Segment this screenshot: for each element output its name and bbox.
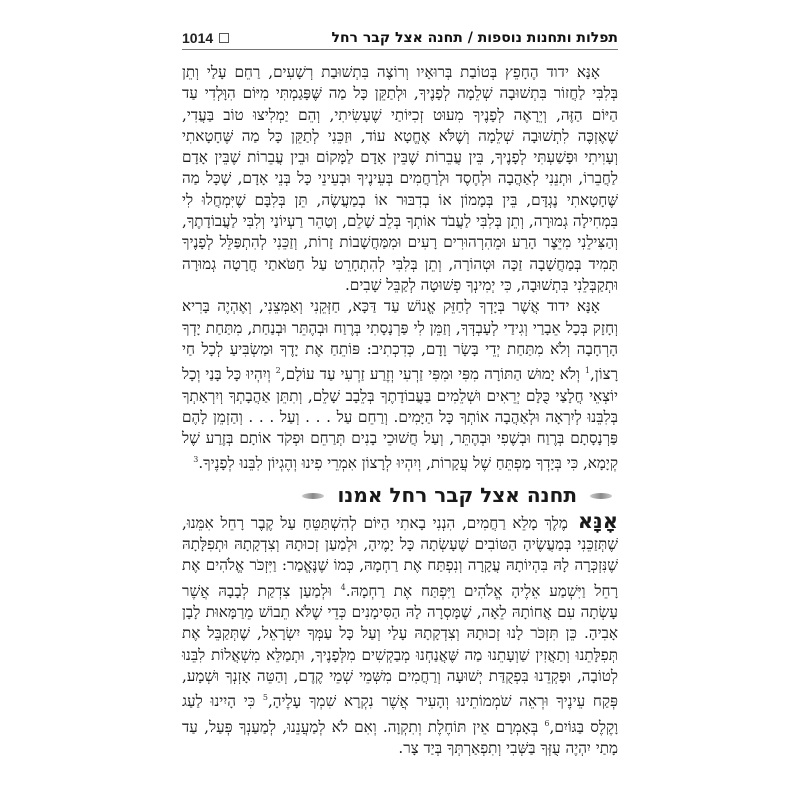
footnote-marker[interactable]: 6 <box>544 718 550 728</box>
paragraph-text: כִּי הָיִינוּ לַעַג וָקֶלֶס בַּגּוֹיִם, <box>182 692 618 736</box>
paragraph-repentance <box>182 62 618 296</box>
running-head <box>182 22 618 50</box>
prayer-book-page <box>182 22 618 759</box>
square-icon <box>219 33 229 43</box>
section-title: תחנה אצל קבר רחל אמנו <box>337 482 578 507</box>
paragraph-text: מֶלֶךְ מָלֵא רַחֲמִים, הִנְנִי בָאתִי הַיּוֹם לְהִשְׁתַּטֵּחַ עַל קֶבֶר רָחֵל אִמֵּנוּ, שֶׁתְּזַכֵּנִי בְּמַעֲשֶׂיהָ הַטּוֹבִים שֶׁעָשְׂתָה כָּל יָמֶיהָ, וּלְמַעַן זְכוּתָהּ וְצִדְקָתָהּ וּתְפִלָּתָהּ שֶׁנִּזְכְּרָה לָהּ בִּהְיוֹתָהּ עֲקָרָה וְנִפְתַּח אֶת רַחְמָהּ, כְּמוֹ שֶׁנֶּאֱמַר: וַיִּזְכֹּר אֱלֹהִים אֶת רָחֵל וַיִּשְׁמַע אֵלֶיהָ אֱלֹהִים וַיִּפְתַּח אֶת רַחְמָהּ. <box>182 513 618 600</box>
footnote-marker[interactable]: 2 <box>275 366 281 376</box>
paragraph-text: אָנָּא ידוד אֲשֶׁר בְּיָדְךָ לְחַזֵּק אֱנוֹשׁ עַד דַּכָּא, חַזְּקֵנִי וְאַמְּצֵנִי, וְאֶהְיֶה בָּרִיא וְחָזָק בְּכָל אֵבָרַי וְגִידַי לְעָבְדְּךָ, וְזַמֵּן לִי פַּרְנָסָתִי בְּרֶוַח וּבְהֶתֵּר וּבְנַחַת, מִתַּחַת יָדְךָ הָרְחָבָה וְלֹא מִתַּחַת יְדֵי בָּשָׂר וָדָם, כְּדִכְתִיב: פּוֹתֵחַ אֶת יָדֶךָ וּמַשְׂבִּיעַ לְכָל חַי רָצוֹן, <box>182 297 618 384</box>
paragraph-strength <box>182 296 618 475</box>
footnote-marker[interactable]: 3 <box>193 455 199 465</box>
section-heading <box>182 482 618 508</box>
body-text <box>182 62 618 759</box>
folio <box>182 30 229 46</box>
footnote-marker[interactable]: 1 <box>584 366 590 376</box>
running-title: תפלות ותחנות נוספות / תחנה אצל קבר רחל <box>331 30 618 46</box>
paragraph-rachel <box>182 508 618 759</box>
opening-word: אָנָּא <box>577 508 618 533</box>
ornament-icon <box>302 493 324 499</box>
paragraph-text: וּלְמַעַן צִדְקַת לְבָבָהּ אֲשֶׁר עָשְׂתָה עִם אֲחוֹתָהּ לֵאָה, שֶׁמָּסְרָה לָהּ הַסִּימָנִים כְּדֵי שֶׁלֹּא תֵבוֹשׁ מֵרַמָּאוּת לָבָן אָבִיהָ. כֵּן תִּזְכֹּר לָנוּ זְכוּתָהּ וְצִדְקָתָהּ עָלַי וְעַל כָּל עַמְּךָ יִשְׂרָאֵל, שֶׁתְּקַבֵּל אֶת תְּפִלָּתֵנוּ וְתַאֲזִין שַׁוְעָתֵנוּ מַה שֶּׁאֲנַחְנוּ מְבַקְשִׁים מִלְּפָנֶיךָ, וּתְמַלֵּא מִשְׁאֲלוֹת לִבֵּנוּ לְטוֹבָה, וּפָקְדֵנוּ בִּפְקֻדַּת יְשׁוּעָה וְרַחֲמִים מִשְּׁמֵי שְׁמֵי קֶדֶם, וְהַטֵּה אָזְנְךָ וּשְׁמָע, פְּקַח עֵינֶיךָ וּרְאֵה שֹׁמְמוֹתֵינוּ וְהָעִיר אֲשֶׁר נִקְרָא שִׁמְךָ עָלֶיהָ, <box>182 581 618 711</box>
footnote-marker[interactable]: 4 <box>340 582 346 592</box>
paragraph-text: וְיִהְיוּ כָּל בָּנַי וְכָל יוֹצְאֵי חֲלָצַי כֻּלָּם יְרֵאִים וּשְׁלֵמִים בַּעֲבוֹדָתֶךָ בְּלֵבָב שָׁלֵם, וְתִתֵּן אַהֲבָתְךָ וְיִרְאָתְךָ בְּלִבֵּנוּ לְיִרְאָה וּלְאַהֲבָה אוֹתְךָ כָּל הַיָּמִים. וְרַחֵם עַל . . . וְעַל . . . וְהַזְמֵן לָהֶם פַּרְנָסָתָם בְּרֶוַח וּבְשֶׁפִי וּבְהֶתֵּר, וְעַל חֲשׁוּכֵי בָנִים תְּרַחֵם וּפְקֹד אוֹתָם בְּזֶרַע שֶׁל קְיָמָא, כִּי בְּיָדְךָ מַפְתֵּחַ שֶׁל עֲקָרוֹת, וְיִהְיוּ לְרָצוֹן אִמְרֵי פִינוּ וְהֶגְיוֹן לִבֵּנוּ לְפָנֶיךָ. <box>182 365 618 473</box>
page-number: 1014 <box>182 30 214 46</box>
ornament-icon <box>590 493 612 499</box>
paragraph-text: בְּאָמְרָם אֵין תּוֹחֶלֶת וְתִקְוָה. וְאִם לֹא לְמַעֲנֵנוּ, לְמַעַנְךָ פְּעַל, עַד מָתַי יִהְיֶה עֻזְּךָ בַּשְּׁבִי וְתִפְאַרְתְּךָ בְּיַד צָר. <box>182 717 618 757</box>
paragraph-text: וְלֹא יָמוּשׁ הַתּוֹרָה מִפִּי וּמִפִּי זַרְעִי וְזֶרַע זַרְעִי עַד עוֹלָם, <box>280 365 585 384</box>
footnote-marker[interactable]: 5 <box>262 693 268 703</box>
paragraph-text: אָנָּא ידוד הֶחָפֵץ בְּטוֹבַת בְּרוּאָיו וְרוֹצֶה בִּתְשׁוּבַת רְשָׁעִים, רַחֵם עָלַי וְתֵן בְּלִבִּי לַחֲזוֹר בִּתְשׁוּבָה שְׁלֵמָה לְפָנֶיךָ, וּלְתַקֵּן כָּל מַה שֶּׁפָּגַמְתִּי מִיּוֹם הִוָּלְדִי עַד הַיּוֹם הַזֶּה, וְיֵרָאֶה לְפָנֶיךָ מִעוּט זְכִיּוֹתַי שֶׁעָשִׂיתִי, וְהֵם יַמְלִיצוּ טוֹב בַּעֲדִי, שֶׁאֶזְכֶּה לִתְשׁוּבָה שְׁלֵמָה וְשֶׁלֹּא אֶחֱטָא עוֹד, וּזַכֵּנִי לְתַקֵּן כָּל מַה שֶּׁחָטָאתִי וְעָוִיתִי וּפָשַׁעְתִּי לְפָנֶיךָ, בֵּין עֲבֵרוֹת שֶׁבֵּין אָדָם לַמָּקוֹם וּבֵין עֲבֵרוֹת שֶׁבֵּין אָדָם לַחֲבֵרוֹ, וּתְנֵנִי לְאַהֲבָה וּלְחֶסֶד וּלְרַחֲמִים בְּעֵינֶיךָ וּבְעֵינֵי כָּל בְּנֵי אָדָם, שֶׁכָּל מַה שֶּׁחָטָאתִי נֶגְדָּם, בֵּין בְּמָמוֹן אוֹ בְדִבּוּר אוֹ בְמַעֲשֶׂה, תֵּן בְּלִבָּם שֶׁיִּמְחֲלוּ לִי בִּמְחִילָה גְמוּרָה, וְתֵן בְּלִבִּי לַעֲבֹד אוֹתְךָ בְּלֵב שָׁלֵם, וְטַהֵר רַעְיוֹנַי וְלִבִּי לַעֲבוֹדָתֶךָ, וְהַצִּילֵנִי מִיֵּצֶר הָרַע וּמֵהִרְהוּרִים רָעִים וּמִמַּחֲשָׁבוֹת זָרוֹת, וְזַכֵּנִי לְהִתְפַּלֵּל לְפָנֶיךָ תָּמִיד בְּמַחֲשָׁבָה זַכָּה וּטְהוֹרָה, וְתֵן בְּלִבִּי לְהִתְחָרֵט עַל חַטֹּאתַי חֲרָטָה גְמוּרָה וּתְקַבְּלֵנִי בִּתְשׁוּבָה, כִּי יְמִינְךָ פְשׁוּטָה לְקַבֵּל שָׁבִים. <box>182 63 618 294</box>
